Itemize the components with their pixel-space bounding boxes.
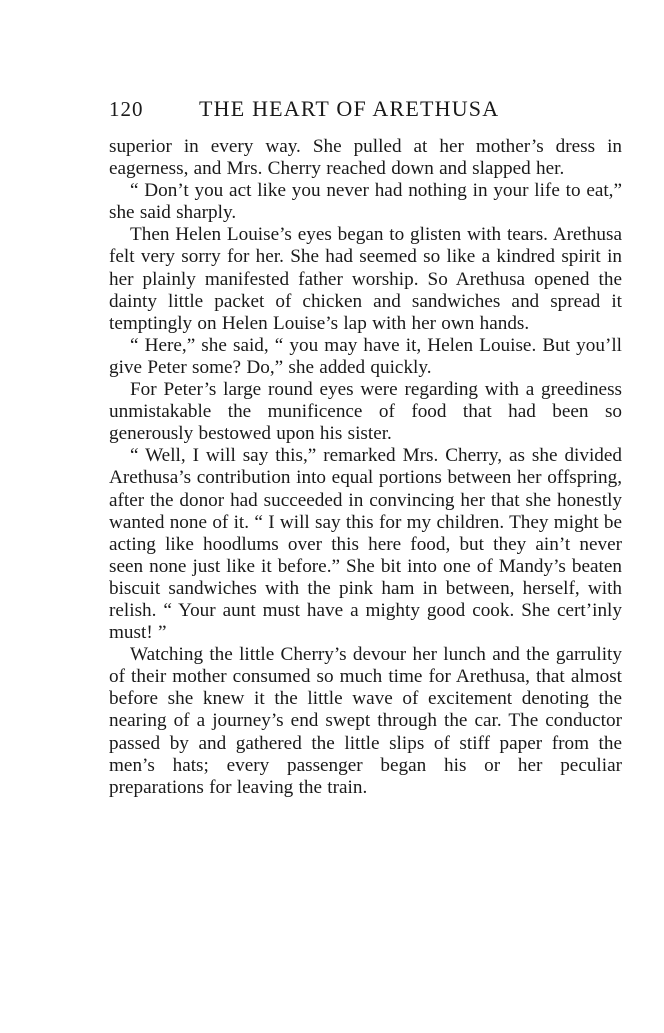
paragraph-continued: superior in every way. She pulled at her mother’s dress in eagerness, and Mrs. Cherry reached down and slapped her. bbox=[109, 136, 622, 180]
paragraph-helen-louise-tears: Then Helen Louise’s eyes began to glisten with tears. Arethusa felt very sorry for her. She had seemed so like a kindred spirit in her plainly manifested father worship. So Arethusa opened the dainty little packet of chicken and sandwiches and spread it temptingly on Helen Louise’s lap with her own hands. bbox=[109, 224, 622, 334]
paragraph-journeys-end: Watching the little Cherry’s devour her lunch and the garrulity of their mother consumed so much time for Arethusa, that almost before she knew it the little wave of excitement denoting the nearing of a journey’s end swept through the car. The conductor passed by and gathered the little slips of stiff paper from the men’s hats; every passenger began his or her peculiar preparations for leaving the train. bbox=[109, 644, 622, 798]
paragraph-mrs-cherry-remarks: “ Well, I will say this,” remarked Mrs. Cherry, as she divided Arethusa’s contribution into equal portions between her offspring, after the donor had succeeded in convincing her that she honestly wanted none of it. “ I will say this for my children. They might be acting like hoodlums over this here food, but they ain’t never seen none just like it before.” She bit into one of Mandy’s beaten biscuit sandwiches with the pink ham in between, herself, with relish. “ Your aunt must have a mighty good cook. She cert’inly must! ” bbox=[109, 445, 622, 644]
book-title: THE HEART OF ARETHUSA bbox=[199, 96, 500, 121]
paragraph-peter-eyes: For Peter’s large round eyes were regarding with a greediness unmistakable the munificence of food that had been so generously bestowed upon his sister. bbox=[109, 379, 622, 445]
paragraph-mrs-cherry-scolds: “ Don’t you act like you never had nothing in your life to eat,” she said sharply. bbox=[109, 180, 622, 224]
body-text bbox=[109, 136, 622, 799]
running-head bbox=[109, 96, 622, 130]
paragraph-arethusa-offers: “ Here,” she said, “ you may have it, Helen Louise. But you’ll give Peter some? Do,” she added quickly. bbox=[109, 334, 622, 378]
book-page bbox=[109, 96, 622, 799]
page-number: 120 bbox=[109, 97, 144, 121]
